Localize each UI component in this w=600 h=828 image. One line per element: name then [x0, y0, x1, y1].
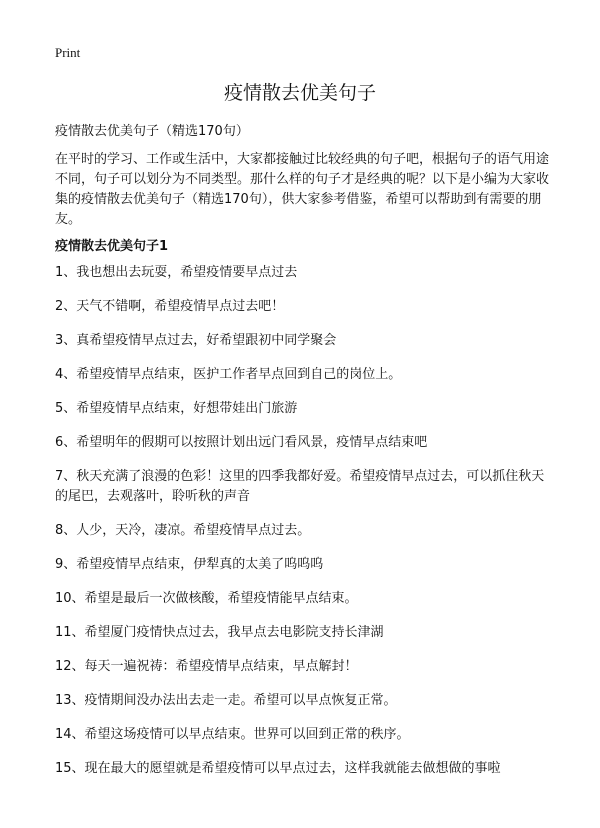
list-item: 6、希望明年的假期可以按照计划出远门看风景，疫情早点结束吧	[55, 435, 428, 450]
list-item: 4、希望疫情早点结束，医护工作者早点回到自己的岗位上。	[55, 367, 402, 382]
list-item: 8、人少，天冷，凄凉。希望疫情早点过去。	[55, 523, 311, 538]
list-item: 15、现在最大的愿望就是希望疫情可以早点过去，这样我就能去做想做的事啦	[55, 761, 501, 776]
subtitle: 疫情散去优美句子（精选170句）	[55, 124, 249, 139]
section-heading: 疫情散去优美句子1	[55, 239, 169, 254]
list-item: 7、秋天充满了浪漫的色彩！这里的四季我都好爱。希望疫情早点过去，可以抓住秋天的尾巴，去观落叶，聆听秋的声音	[55, 469, 545, 504]
page-title: 疫情散去优美句子	[223, 82, 376, 104]
list-item: 2、天气不错啊，希望疫情早点过去吧！	[55, 299, 285, 314]
intro-paragraph: 在平时的学习、工作或生活中，大家都接触过比较经典的句子吧，根据句子的语气用途不同，句子可以划分为不同类型。那什么样的句子才是经典的呢？以下是小编为大家收集的疫情散去优美句子（精选170句），供大家参考借鉴，希望可以帮助到有需要的朋友。	[55, 152, 550, 227]
list-item: 5、希望疫情早点结束，好想带娃出门旅游	[55, 401, 298, 416]
list-item: 10、希望是最后一次做核酸，希望疫情能早点结束。	[55, 591, 358, 606]
list-item: 3、真希望疫情早点过去，好希望跟初中同学聚会	[55, 333, 337, 348]
list-item: 12、每天一遍祝祷：希望疫情早点结束，早点解封！	[55, 659, 358, 674]
print-link[interactable]: Print	[55, 45, 81, 60]
list-item: 14、希望这场疫情可以早点结束。世界可以回到正常的秩序。	[55, 727, 410, 742]
list-item: 13、疫情期间没办法出去走一走。希望可以早点恢复正常。	[55, 693, 397, 708]
list-item: 11、希望厦门疫情快点过去，我早点去电影院支持长津湖	[55, 625, 384, 640]
list-item: 1、我也想出去玩耍，希望疫情要早点过去	[55, 265, 298, 280]
list-item: 9、希望疫情早点结束，伊犁真的太美了呜呜呜	[55, 557, 324, 572]
